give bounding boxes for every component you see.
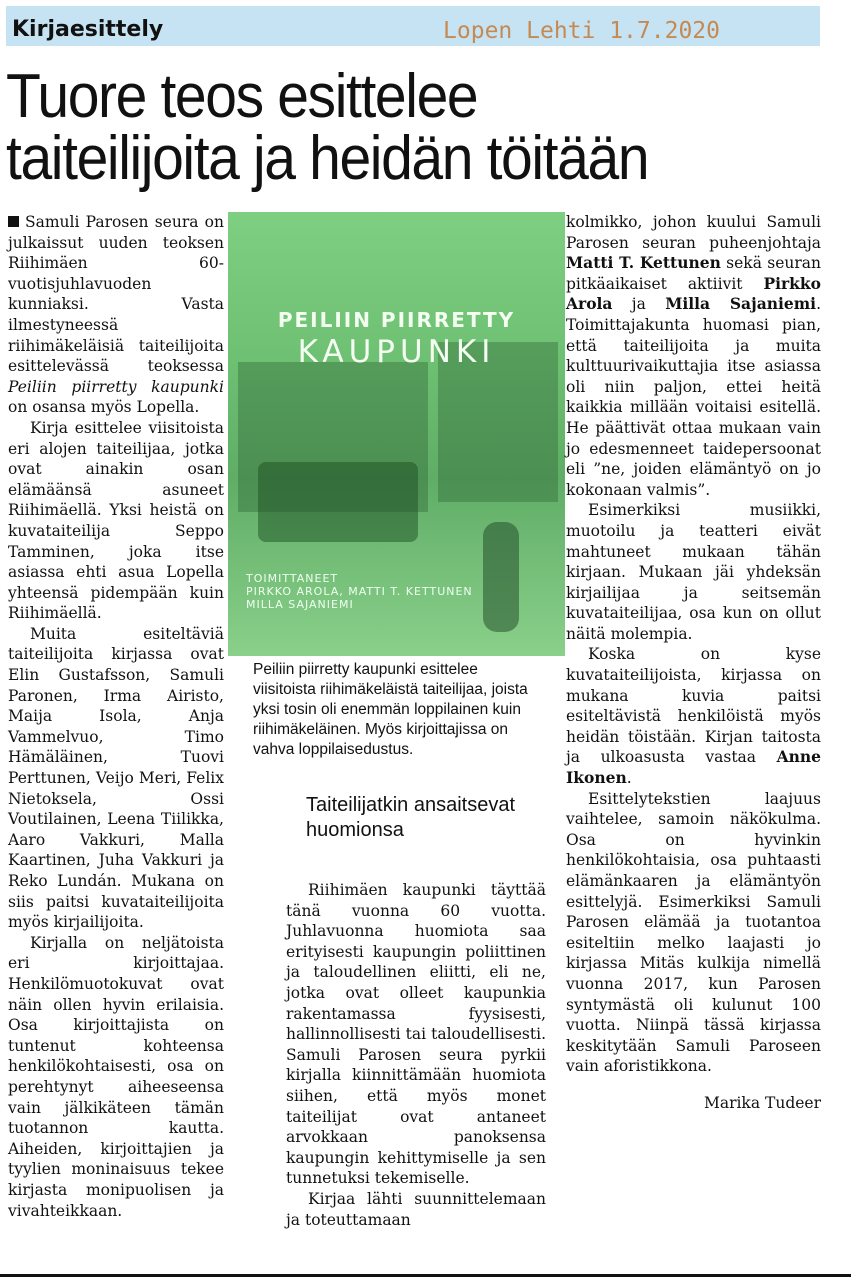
paragraph: Esimerkiksi musiikki, muotoilu ja teatteri eivät mahtuneet mukaan tähän kirjaan. Mukaan jäi yhdeksän kirjailijaa ja seitsemän kuvataiteilijaa, osa kun on ollut näitä molempia.: [566, 501, 821, 643]
bottom-divider: [0, 1274, 851, 1277]
book-title: Peiliin piirretty kaupunki: [8, 377, 224, 396]
paragraph: Kirja esittelee viisitoista eri alojen taiteilijaa, jotka ovat ainakin osan elämäänsä asuneet Riihimäellä. Yksi heistä on kuvataiteilija Seppo Tamminen, joka itse asiassa ehti asua Lopella yhteensä pidempään kuin Riihimäellä.: [8, 418, 224, 623]
paragraph: Kirjaa lähti suunnittelemaan ja toteuttamaan: [286, 1189, 546, 1229]
article-column-3: [566, 212, 821, 1114]
book-cover-image: [228, 212, 565, 656]
paragraph: Kirjalla on neljätoista eri kirjoittajaa. Henkilömuotokuvat ovat näin ollen hyvin erilaisia. Osa kirjoittajista on tuntenut kohteensa henkilökohtaisesti, osa on perehtynyt aiheeseensa vain jälkikäteen tämän tuotannon kautta. Aiheiden, kirjoittajien ja tyylien moninaisuus tekee kirjasta monipuolisen ja vivahteikkaan.: [8, 933, 224, 1220]
person-name: Anne Ikonen: [566, 747, 821, 788]
paragraph: Riihimäen kaupunki täyttää tänä vuonna 60 vuotta. Juhlavuonna huomiota saa erityisesti kaupungin poliittinen ja taloudellinen eliitti, eli ne, jotka ovat olleet kaupunkia rakentamassa fyysisesti, hallinnollisesti tai taloudellisesti. Samuli Parosen seura pyrkii kirjalla kiinnittämään huomiota siihen, että myös monet taiteilijat ovat antaneet arvokkaan panoksensa kaupungin kehittymiselle ja sen tunnetuksi tekemiselle.: [286, 881, 546, 1188]
headline-line-1: Tuore teos esittelee: [6, 62, 478, 131]
article-column-2: [286, 880, 546, 1230]
person-name: Pirkko Arola: [566, 273, 821, 314]
bus-shape: [258, 462, 418, 542]
paragraph: Muita esiteltäviä taiteilijoita kirjassa ovat Elin Gustafsson, Samuli Paronen, Irma Airisto, Maija Isola, Anja Vammelvuo, Timo Hämäläinen, Tuovi Perttunen, Veijo Meri, Felix Nietoksela, Ossi Voutilainen, Leena Tiilikka, Aaro Vakkuri, Malla Kaartinen, Juha Vakkuri ja Reko Lundán. Mukana on siis paitsi kuvataiteilijoita myös kirjailijoita.: [8, 624, 224, 932]
lead-square-icon: [8, 216, 19, 227]
byline: Marika Tudeer: [703, 1093, 821, 1112]
paragraph: kolmikko, johon kuului Samuli Parosen seuran puheenjohtaja Matti T. Kettunen sekä seuran pitkäaikaiset aktiivit Pirkko Arola ja Milla Sajaniemi. Toimittajakunta huomasi pian, että taiteilijoita ja muita kulttuurivaikuttajia itse asiassa oli niin paljon, ettei heitä kaikkia millään voitaisi esitellä. He päättivät ottaa mukaan vain jo edesmenneet taidepersoonat eli ”ne, joiden elämäntyö on jo kokonaan valmis”.: [566, 213, 821, 499]
pedestrian-shape: [483, 522, 519, 632]
subheading: Taiteilijatkin ansaitsevat huomionsa: [306, 794, 515, 841]
publication-date-stamp: Lopen Lehti 1.7.2020: [443, 18, 720, 44]
section-header-bar: [6, 6, 820, 46]
person-name: Matti T. Kettunen: [566, 253, 721, 273]
cover-title-line-1: PEILIIN PIIRRETTY: [277, 308, 516, 332]
article-column-1: [8, 212, 224, 1221]
cover-title-line-2: KAUPUNKI: [297, 334, 496, 370]
image-caption: Peiliin piirretty kaupunki esittelee viisitoista riihimäkeläistä taiteilijaa, joista yksi tosin oli enemmän loppilainen kuin riihimäkeläinen. Myös kirjoittajissa on vahva loppilaisedustus.: [253, 661, 528, 758]
headline-line-2: taiteilijoita ja heidän töitään: [6, 124, 649, 193]
paragraph: Koska on kyse kuvataiteilijoista, kirjassa on mukana kuvia paitsi esiteltävistä henkilöistä myös heidän töistään. Kirjan taitosta ja ulkoasusta vastaa Anne Ikonen.: [566, 645, 821, 788]
cover-credits: TOIMITTANEET PIRKKO AROLA, MATTI T. KETTUNEN MILLA SAJANIEMI: [246, 572, 473, 611]
paragraph: Samuli Parosen seura on julkaissut uuden teoksen Riihimäen 60-vuotisjuhlavuoden kunniaksi. Vasta ilmestyneessä riihimäkeläisiä taiteilijoita esittelevässä teoksessa Peiliin piirretty kaupunki on osansa myös Lopella.: [8, 213, 224, 417]
person-name: Milla Sajaniemi: [665, 294, 817, 314]
headline: [6, 62, 770, 193]
paragraph: Esittelytekstien laajuus vaihtelee, samoin näkökulma. Osa on hyvinkin henkilökohtaisia, osa puhtaasti elämänkaaren ja elämäntyön esittelyjä. Esimerkiksi Samuli Parosen elämää ja tuotantoa esiteltiin melko laajasti jo kirjassa Mitäs kulkija nimellä vuonna 2017, kun Parosen syntymästä oli kulunut 100 vuotta. Niinpä tässä kirjassa keskitytään Samuli Paroseen vain aforistikkona.: [566, 789, 821, 1076]
section-label: Kirjaesittely: [12, 17, 164, 42]
